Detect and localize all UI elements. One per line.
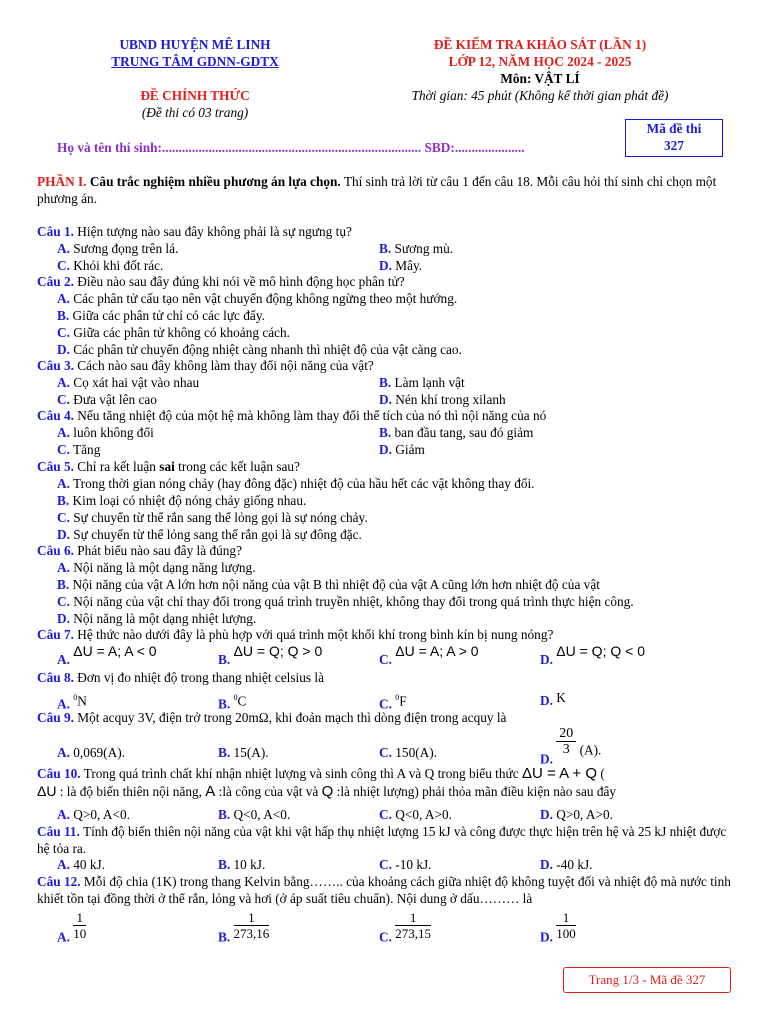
q3-option-a[interactable] [57, 375, 199, 392]
q3-option-d[interactable] [379, 392, 506, 409]
option-letter: A. [57, 857, 70, 872]
desc-a: :là công của vật và [215, 783, 322, 799]
option-text: Q>0, A<0. [73, 807, 131, 822]
q12-option-c[interactable] [379, 910, 431, 946]
q7-option-d[interactable] [540, 643, 645, 669]
q1-option-c[interactable] [57, 258, 163, 275]
option-letter: C. [379, 857, 392, 872]
option-letter: A. [57, 745, 70, 760]
question-3 [37, 358, 737, 375]
question-text: Chỉ ra kết luận [73, 459, 160, 474]
q5-option-b[interactable] [57, 493, 306, 510]
option-letter: A. [57, 652, 70, 667]
question-12 [37, 874, 737, 907]
question-label: Câu 12. [37, 874, 81, 889]
option-letter: C. [379, 696, 392, 712]
question-text: Đơn vị đo nhiệt độ trong thang nhiệt celsius là [73, 670, 324, 685]
option-text: Các phân tử cấu tạo nên vật chuyển động không ngừng theo một hướng. [73, 291, 458, 306]
question-text: Nếu tăng nhiệt độ của một hệ mà không làm thay đổi thể tích của nó thì nội năng của nó [73, 408, 547, 423]
option-letter: D. [379, 258, 392, 273]
option-text: C [237, 693, 247, 709]
q4-option-a[interactable] [57, 425, 154, 442]
option-text: Tăng [73, 442, 101, 457]
subject: Môn: VẬT LÍ [500, 71, 580, 86]
option-letter: D. [379, 442, 392, 457]
option-text: Nội năng là một dạng năng lượng. [73, 560, 256, 575]
question-label: Câu 4. [37, 408, 74, 423]
option-formula: ΔU = Q; Q > 0 [233, 643, 323, 659]
q9-option-b[interactable] [218, 745, 269, 762]
option-text: Khói khi đốt rác. [73, 258, 164, 273]
question-label: Câu 1. [37, 224, 74, 239]
option-text: Q>0, A>0. [556, 807, 614, 822]
question-text: Cách nào sau đây không làm thay đổi nội năng của vật? [73, 358, 374, 373]
option-text: 10 kJ. [233, 857, 266, 872]
q10-option-d[interactable] [540, 807, 613, 824]
question-label: Câu 7. [37, 627, 74, 642]
option-letter: B. [218, 807, 231, 822]
desc-q: :là nhiệt lượng) phải thỏa mãn điều kiện nào sau đây [333, 783, 617, 799]
option-text: Nội năng là một dạng nhiệt lượng. [73, 611, 257, 626]
option-letter: A. [57, 291, 70, 306]
option-letter: C. [57, 442, 70, 457]
q4-option-b[interactable] [379, 425, 533, 442]
option-text: Sương mù. [394, 241, 454, 256]
option-fraction [395, 910, 431, 941]
option-letter: D. [57, 527, 70, 542]
duration: Thời gian: 45 phút (Không kể thời gian phát đề) [411, 88, 669, 103]
q5-option-c[interactable] [57, 510, 368, 527]
fraction-denominator: 3 [562, 742, 570, 757]
q2-option-d[interactable] [57, 342, 462, 359]
q4-option-c[interactable] [57, 442, 100, 459]
question-label: Câu 9. [37, 710, 74, 725]
q11-option-d[interactable] [540, 857, 592, 874]
q2-option-b[interactable] [57, 308, 265, 325]
fraction-denominator: 10 [73, 926, 87, 941]
header-right [385, 36, 695, 104]
option-letter: B. [57, 308, 70, 323]
question-emphasis: sai [159, 459, 175, 474]
open-paren: ( [597, 766, 605, 781]
option-letter: B. [379, 241, 392, 256]
q4-option-d[interactable] [379, 442, 425, 459]
option-text: K [556, 690, 566, 705]
option-letter: D. [540, 693, 553, 708]
option-fraction [556, 726, 576, 757]
question-label: Câu 5. [37, 459, 74, 474]
option-letter: B. [218, 652, 231, 667]
option-text: Nội năng của vật chỉ thay đổi trong quá trình truyền nhiệt, không thay đổi trong quá trình thực hiện công. [73, 594, 634, 609]
option-formula: ΔU = A; A < 0 [73, 643, 157, 659]
option-text: Giữa các phân tử không có khoảng cách. [73, 325, 291, 340]
fraction-numerator: 1 [395, 910, 431, 926]
option-fraction [234, 910, 270, 941]
question-text: Trong quá trình chất khí nhận nhiệt lượng và sinh công thì A và Q trong biểu thức [80, 766, 519, 781]
q2-option-c[interactable] [57, 325, 290, 342]
q5-option-a[interactable] [57, 476, 535, 493]
q12-option-b[interactable] [218, 910, 269, 946]
degree-symbol: 0 [233, 693, 238, 702]
option-letter: B. [218, 696, 231, 712]
q1-option-d[interactable] [379, 258, 422, 275]
option-letter: C. [379, 807, 392, 822]
pages-note: (Đề thi có 03 trang) [141, 105, 249, 120]
option-text: 0,069(A). [73, 745, 125, 760]
q5-option-d[interactable] [57, 527, 362, 544]
option-formula: ΔU = A; A > 0 [395, 643, 479, 659]
option-text: Q<0, A>0. [395, 807, 453, 822]
question-text: Hệ thức nào dưới đây là phù hợp với quá trình một khối khí trong bình kín bị nung nóng? [73, 627, 554, 642]
option-text: Trong thời gian nóng chảy (hay đông đặc) nhiệt độ của hầu hết các vật không thay đổi. [73, 476, 535, 491]
option-letter: D. [57, 342, 70, 357]
question-11 [37, 824, 737, 857]
option-letter: D. [540, 807, 553, 822]
q3-option-b[interactable] [379, 375, 465, 392]
option-letter: C. [57, 510, 70, 525]
question-label: Câu 2. [37, 274, 74, 289]
exam-title: ĐỀ KIỂM TRA KHẢO SÁT (LẦN 1) [433, 37, 647, 52]
option-formula: ΔU = Q; Q < 0 [556, 643, 645, 659]
option-letter: A. [57, 476, 70, 491]
question-text: Điều nào sau đây đúng khi nói về mô hình động học phân tử? [73, 274, 405, 289]
option-letter: D. [57, 611, 70, 626]
option-text: Sự chuyển từ thể lỏng sang thể rắn gọi là sự đông đặc. [73, 527, 362, 542]
question-label: Câu 6. [37, 543, 74, 558]
option-letter: B. [57, 493, 70, 508]
option-text: Giảm [395, 442, 425, 457]
option-letter: A. [57, 375, 70, 390]
option-text: Kim loại có nhiệt độ nóng chảy giống nhau. [72, 493, 307, 508]
option-letter: D. [540, 929, 553, 945]
option-letter: A. [57, 929, 70, 945]
header-left [60, 36, 330, 121]
fraction-denominator: 273,16 [233, 926, 270, 941]
fraction-numerator: 20 [556, 726, 576, 742]
q9-option-d[interactable] [540, 726, 601, 768]
exam-code-box [625, 119, 723, 157]
q10-option-c[interactable] [379, 807, 452, 824]
symbol-du: ΔU [37, 782, 57, 799]
option-text: 40 kJ. [73, 857, 106, 872]
q9-option-a[interactable] [57, 745, 125, 762]
option-letter: D. [540, 652, 553, 667]
q6-option-c[interactable] [57, 594, 634, 611]
q7-option-c[interactable] [379, 643, 479, 669]
option-letter: D. [540, 857, 553, 872]
q2-option-a[interactable] [57, 291, 457, 308]
fraction-numerator: 1 [556, 910, 576, 926]
question-label: Câu 3. [37, 358, 74, 373]
degree-symbol: 0 [73, 693, 78, 702]
question-label: Câu 8. [37, 670, 74, 685]
option-text: Đưa vật lên cao [73, 392, 157, 407]
option-text: Nội năng của vật A lớn hơn nội năng của vật B thì nhiệt độ của vật A cũng lớn hơn nhiệt độ của vật [72, 577, 600, 592]
option-letter: B. [218, 929, 231, 945]
option-letter: A. [57, 560, 70, 575]
option-text: 15(A). [233, 745, 269, 760]
part1-instructions: Thí sinh trả lời từ câu 1 đến câu 18. Mỗi câu hỏi thí sinh chỉ chọn một phương án. [37, 174, 717, 206]
question-label: Câu 10. [37, 766, 81, 781]
q6-option-b[interactable] [57, 577, 600, 594]
q1-option-b[interactable] [379, 241, 453, 258]
q6-option-a[interactable] [57, 560, 256, 577]
grade-year: LỚP 12, NĂM HỌC 2024 - 2025 [448, 54, 632, 69]
question-1 [37, 224, 737, 241]
option-letter: C. [379, 652, 392, 667]
question-6 [37, 543, 737, 560]
option-text: Mây. [395, 258, 423, 273]
question-9 [37, 710, 737, 727]
question-10 [37, 766, 737, 800]
question-text: Tính độ biến thiên nội năng của vật khi vật hấp thụ nhiệt lượng 15 kJ và công được thực hiện trên hệ và 25 kJ nhiệt được hệ tỏa ra. [37, 824, 727, 856]
fraction-denominator: 273,15 [395, 926, 432, 941]
question-4 [37, 408, 737, 425]
option-text: 150(A). [395, 745, 437, 760]
symbol-a: A [205, 782, 216, 800]
option-text: Sương đọng trên lá. [73, 241, 179, 256]
q10-option-a[interactable] [57, 807, 130, 824]
q1-option-a[interactable] [57, 241, 178, 258]
option-text: Q<0, A<0. [233, 807, 291, 822]
option-text: -10 kJ. [395, 857, 432, 872]
q6-option-d[interactable] [57, 611, 256, 628]
question-2 [37, 274, 737, 291]
option-letter: B. [379, 425, 392, 440]
option-text: Giữa các phân tử chỉ có các lực đẩy. [72, 308, 265, 323]
q12-option-d[interactable] [540, 910, 576, 946]
option-letter: B. [218, 745, 231, 760]
q11-option-a[interactable] [57, 857, 105, 874]
exam-code-value: 327 [664, 138, 684, 153]
option-letter: C. [57, 392, 70, 407]
option-text: luôn không đổi [73, 425, 154, 440]
question-7 [37, 627, 737, 644]
option-letter: B. [379, 375, 392, 390]
option-text: N [77, 693, 87, 709]
option-text: Cọ xát hai vật vào nhau [73, 375, 200, 390]
symbol-q: Q [321, 782, 334, 800]
page-footer: Trang 1/3 - Mã đề 327 [563, 967, 731, 993]
fraction-numerator: 1 [73, 910, 86, 926]
question-label: Câu 11. [37, 824, 80, 839]
exam-code-label: Mã đề thi [646, 121, 702, 136]
q11-option-c[interactable] [379, 857, 431, 874]
q10-option-b[interactable] [218, 807, 290, 824]
formula-du: ΔU = A + Q [521, 765, 598, 782]
option-letter: B. [218, 857, 231, 872]
option-letter: C. [379, 929, 392, 945]
option-text: Nén khí trong xilanh [395, 392, 506, 407]
question-8 [37, 670, 737, 687]
question-text: Một acquy 3V, điện trở trong 20mΩ, khi đoản mạch thì dòng điện trong acquy là [73, 710, 507, 725]
option-letter: B. [57, 577, 70, 592]
fraction-denominator: 100 [556, 926, 576, 941]
option-text: F [399, 693, 407, 709]
org-name: UBND HUYỆN MÊ LINH [119, 37, 271, 52]
option-text: -40 kJ. [556, 857, 593, 872]
question-text: Mỗi độ chia (1K) trong thang Kelvin bằng…….. của khoảng cách giữa nhiệt độ không tuyệt đối và nhiệt độ mà nước tinh khiết tồn tại đồng thời ở thể rắn, lỏng và hơi (ở áp suất tiêu chuẩn). Nội dung ở dấu……… là [37, 874, 731, 906]
option-letter: C. [57, 325, 70, 340]
q9-option-c[interactable] [379, 745, 437, 762]
q7-option-a[interactable] [57, 643, 157, 669]
option-letter: D. [540, 751, 553, 767]
option-letter: C. [57, 258, 70, 273]
q8-option-d[interactable] [540, 690, 566, 710]
official-label: ĐỀ CHÍNH THỨC [140, 88, 250, 103]
degree-symbol: 0 [395, 693, 400, 702]
option-fraction [73, 910, 86, 941]
part1-intro [37, 173, 737, 207]
center-name: TRUNG TÂM GDNN-GDTX [111, 54, 279, 69]
option-text: Các phân tử chuyển động nhiệt càng nhanh thì nhiệt độ của vật càng cao. [73, 342, 462, 357]
part1-dot: . [83, 174, 90, 189]
question-text-end: trong các kết luận sau? [174, 459, 300, 474]
q3-option-c[interactable] [57, 392, 157, 409]
part1-heading: PHẦN I [37, 174, 84, 189]
option-letter: A. [57, 425, 70, 440]
q7-option-b[interactable] [218, 643, 322, 669]
q12-option-a[interactable] [57, 910, 86, 946]
option-text: Sự chuyển từ thể rắn sang thể lỏng gọi là sự nóng chảy. [73, 510, 368, 525]
desc-du: : là độ biến thiên nội năng, [56, 783, 206, 799]
option-letter: D. [379, 392, 392, 407]
option-letter: C. [57, 594, 70, 609]
part1-title: Câu trắc nghiệm nhiều phương án lựa chọn. [89, 174, 341, 189]
fraction-numerator: 1 [234, 910, 270, 926]
option-letter: A. [57, 696, 70, 712]
question-text: Phát biểu nào sau đây là đúng? [73, 543, 242, 558]
option-fraction [556, 910, 576, 941]
option-unit: (A). [576, 742, 602, 758]
option-text: Làm lạnh vật [394, 375, 465, 390]
question-5 [37, 459, 737, 476]
q11-option-b[interactable] [218, 857, 265, 874]
option-text: ban đầu tang, sau đó giảm [394, 425, 534, 440]
option-letter: C. [379, 745, 392, 760]
option-letter: A. [57, 241, 70, 256]
question-text: Hiện tượng nào sau đây không phải là sự ngưng tụ? [73, 224, 352, 239]
option-letter: A. [57, 807, 70, 822]
candidate-info-line: Họ và tên thí sinh:.............................................................................. SBD:..................... [57, 140, 525, 155]
